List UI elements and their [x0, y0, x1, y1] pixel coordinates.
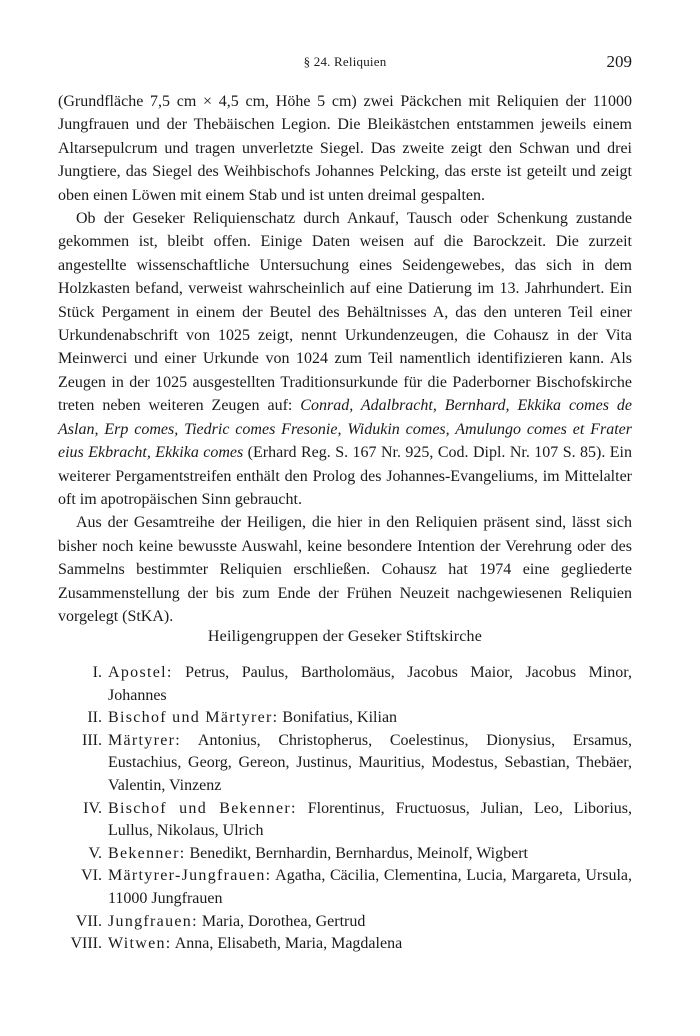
page-number: 209	[606, 52, 632, 71]
saint-group-item	[58, 707, 632, 730]
group-content	[108, 798, 632, 843]
group-content	[108, 662, 632, 707]
witness-names-italic: Conrad, Adalbracht, Bernhard, Ekkika comes de Aslan, Erp comes, Tiedric comes Fresonie, Widukin comes, Amulungo comes et Frater eius Ekbracht, Ekkika comes	[58, 397, 632, 462]
group-number: VII.	[75, 912, 102, 930]
group-names: Florentinus, Fructuosus, Julian, Leo, Liborius, Lullus, Nikolaus, Ulrich	[108, 799, 632, 840]
group-label: Apostel:	[108, 664, 173, 681]
paragraph-2-text-start: Ob der Geseker Reliquienschatz durch Ankauf, Tausch oder Schenkung zustande gekommen ist, bleibt offen. Einige Daten weisen auf die Barockzeit. Die zurzeit angestellte wissenschaftliche Untersuchung eines Seidengewebes, das sich in dem Holzkasten befand, verweist wahrscheinlich auf eine Datierung im 13. Jahrhundert. Ein Stück Pergament in einem der Beutel des Behältnisses A, das den unteren Teil einer Urkundenabschrift von 1025 zeigt, nennt Urkundenzeugen, die Cohausz in der Vita Meinwerci und einer Urkunde von 1024 zum Teil namentlich identifizieren kann. Als Zeugen in der 1025 ausgestellten Traditionsurkunde für die Paderborner Bischofskirche treten neben weiteren Zeugen auf:	[58, 210, 632, 415]
group-number: III.	[82, 731, 102, 749]
group-content	[108, 911, 632, 934]
group-label: Märtyrer:	[108, 731, 182, 749]
paragraph-3: Aus der Gesamtreihe der Heiligen, die hier in den Reliquien präsent sind, lässt sich bisher noch keine bewusste Auswahl, keine besondere Intention der Verehrung oder des Sammelns bestimmter Reliquien erschließen. Cohausz hat 1974 eine gegliederte Zusammenstellung der bis zum Ende der Frühen Neuzeit nachgewiesenen Reliquien vorgelegt (StKA).	[58, 514, 632, 625]
group-label: Bischof und Märtyrer:	[108, 709, 279, 727]
saint-group-item	[58, 843, 632, 866]
group-content	[108, 707, 632, 730]
group-names: Agatha, Cäcilia, Clementina, Lucia, Margareta, Ursula, 11000 Jungfrauen	[108, 867, 632, 907]
group-number: VI.	[81, 867, 102, 885]
group-names: Benedikt, Bernhardin, Bernhardus, Meinolf, Wigbert	[189, 844, 528, 862]
saint-group-item	[58, 865, 632, 910]
list-heading: Heiligengruppen der Geseker Stiftskirche	[207, 628, 483, 645]
paragraph-2	[58, 207, 632, 511]
group-number: VIII.	[70, 935, 102, 953]
body-text	[58, 90, 632, 628]
saint-group-item	[58, 730, 632, 798]
group-names: Petrus, Paulus, Bartholomäus, Jacobus Maior, Jacobus Minor, Johannes	[108, 664, 632, 704]
saint-group-item	[58, 933, 632, 956]
saint-group-item	[58, 798, 632, 843]
running-head: § 24. Reliquien	[303, 54, 387, 69]
group-number: IV.	[83, 799, 102, 817]
saint-group-item	[58, 662, 632, 707]
saint-group-item	[58, 911, 632, 934]
group-number: I.	[92, 664, 102, 681]
saint-groups-list	[58, 662, 632, 956]
paragraph-1: (Grundfläche 7,5 cm × 4,5 cm, Höhe 5 cm) zwei Päckchen mit Reliquien der 11000 Jungfrauen und der Thebäischen Legion. Die Bleikästchen entstammen jeweils einem Altarsepulcrum und tragen unverletzte Siegel. Das zweite zeigt den Schwan und drei Jungtiere, das Siegel des Weihbischofs Johannes Pelcking, das erste ist geteilt und zeigt oben einen Löwen mit einem Stab und ist unten dreimal gespalten.	[58, 93, 632, 204]
group-content	[108, 730, 632, 798]
group-names: Antonius, Christopherus, Coelestinus, Dionysius, Ersamus, Eustachius, Georg, Gereon, Justinus, Mauritius, Modestus, Sebastian, Thebäer, Valentin, Vinzenz	[108, 731, 632, 794]
group-content	[108, 865, 632, 910]
paragraph-2-text-end: (Erhard Reg. S. 167 Nr. 925, Cod. Dipl. Nr. 107 S. 85). Ein weiterer Pergamentstreifen enthält den Prolog des Johannes-Evangeliums, im Mittelalter oft im apotropäischen Sinn gebraucht.	[58, 444, 633, 508]
group-names: Anna, Elisabeth, Maria, Magdalena	[174, 935, 403, 953]
group-label: Märtyrer-Jungfrauen:	[108, 867, 272, 885]
group-names: Bonifatius, Kilian	[282, 709, 398, 727]
group-content	[108, 933, 632, 956]
group-label: Jungfrauen:	[108, 912, 198, 930]
group-label: Witwen:	[108, 935, 172, 953]
group-names: Maria, Dorothea, Gertrud	[201, 912, 366, 930]
group-label: Bischof und Bekenner:	[108, 799, 297, 817]
group-label: Bekenner:	[108, 844, 186, 862]
group-content	[108, 843, 632, 866]
group-number: V.	[88, 844, 102, 862]
page-header	[58, 52, 632, 76]
group-number: II.	[87, 709, 102, 727]
